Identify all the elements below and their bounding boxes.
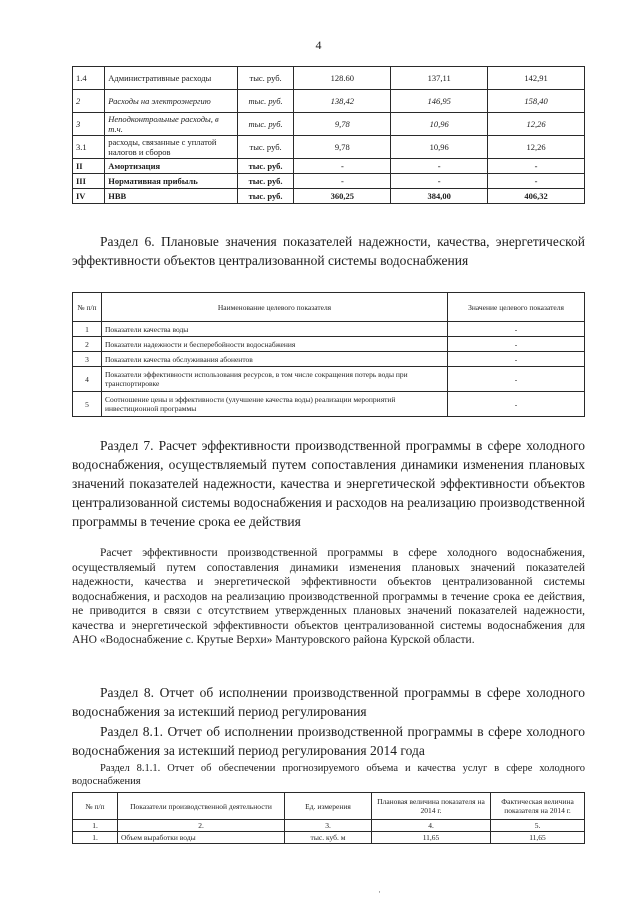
row-name: Нормативная прибыль bbox=[105, 174, 237, 189]
row-number: 3 bbox=[73, 113, 105, 136]
row-value-3: 12,26 bbox=[488, 113, 585, 136]
table-row bbox=[73, 113, 585, 136]
row-value-2: - bbox=[391, 174, 488, 189]
table-row bbox=[73, 392, 585, 417]
t3-num-header: № п/п bbox=[73, 793, 118, 820]
row-name: Амортизация bbox=[105, 159, 237, 174]
row-value-2: 10,96 bbox=[391, 136, 488, 159]
row-number: 3.1 bbox=[73, 136, 105, 159]
indicator-name: Показатели качества обслуживания абонентов bbox=[102, 352, 448, 367]
row-name: Административные расходы bbox=[105, 67, 237, 90]
row-value-1: - bbox=[294, 174, 391, 189]
indicator-name: Показатели качества воды bbox=[102, 322, 448, 337]
row-value-3: 12,26 bbox=[488, 136, 585, 159]
row-unit: тыс. руб. bbox=[237, 113, 294, 136]
row-number: 1.4 bbox=[73, 67, 105, 90]
row-unit: тыс. руб. bbox=[237, 189, 294, 204]
row-name: Расходы на электроэнергию bbox=[105, 90, 237, 113]
row-value-1: 9,78 bbox=[294, 113, 391, 136]
row-value-2: 137,11 bbox=[391, 67, 488, 90]
row-name: НВВ bbox=[105, 189, 237, 204]
indicator-value: - bbox=[448, 337, 585, 352]
t3-index-num: 1. bbox=[73, 820, 118, 832]
row-value-3: - bbox=[488, 174, 585, 189]
indicator-number: 4 bbox=[73, 367, 102, 392]
t3-index-row bbox=[73, 820, 585, 832]
table-row bbox=[73, 352, 585, 367]
row-value-1: - bbox=[294, 159, 391, 174]
row-number: III bbox=[73, 174, 105, 189]
indicator-value: - bbox=[448, 322, 585, 337]
report-name: Объем выработки воды bbox=[118, 832, 285, 844]
row-value-3: 158,40 bbox=[488, 90, 585, 113]
table-row bbox=[73, 159, 585, 174]
section-6-heading: Раздел 6. Плановые значения показателей надежности, качества, энергетической эффективности объектов централизованной системы водоснабжения bbox=[72, 234, 585, 268]
production-report-table bbox=[72, 792, 585, 844]
row-value-3: - bbox=[488, 159, 585, 174]
table-row bbox=[73, 832, 585, 844]
indicator-number: 1 bbox=[73, 322, 102, 337]
section-7-heading: Раздел 7. Расчет эффективности производственной программы в сфере холодного водоснабжения, осуществляемый путем сопоставления динамики изменения плановых значений показателей надежности, качества и энергетической эффективности объектов централизованной системы водоснабжения и расходов на реализацию производственной программы в течение срока ее действия bbox=[72, 438, 585, 529]
indicator-name: Соотношение цены и эффективности (улучшение качества воды) реализации мероприятий инвестиционной программы bbox=[102, 392, 448, 417]
t3-plan-header: Плановая величина показателя на 2014 г. bbox=[372, 793, 491, 820]
section-8-1-1-heading: Раздел 8.1.1. Отчет об обеспечении прогнозируемого объема и качества услуг в сфере холодного водоснабжения bbox=[72, 763, 585, 787]
expenses-table bbox=[72, 66, 585, 204]
indicator-value: - bbox=[448, 367, 585, 392]
table-row bbox=[73, 174, 585, 189]
report-plan: 11,65 bbox=[372, 832, 491, 844]
row-unit: тыс. руб. bbox=[237, 67, 294, 90]
table-row bbox=[73, 337, 585, 352]
page-number: 4 bbox=[315, 38, 322, 52]
section-8-1-heading: Раздел 8.1. Отчет об исполнении производственной программы в сфере холодного водоснабжения за истекший период регулирования 2014 года bbox=[72, 724, 585, 758]
row-number: 2 bbox=[73, 90, 105, 113]
section-8-heading: Раздел 8. Отчет об исполнении производственной программы в сфере холодного водоснабжения за истекший период регулирования bbox=[72, 685, 585, 719]
row-number: II bbox=[73, 159, 105, 174]
scan-mark: · bbox=[378, 887, 381, 897]
t3-name-header: Показатели производственной деятельности bbox=[118, 793, 285, 820]
row-unit: тыс. руб. bbox=[237, 174, 294, 189]
table-row bbox=[73, 67, 585, 90]
row-value-2: 384,00 bbox=[391, 189, 488, 204]
t3-index-fact: 5. bbox=[491, 820, 585, 832]
report-fact: 11,65 bbox=[491, 832, 585, 844]
indicator-value: - bbox=[448, 392, 585, 417]
table-row bbox=[73, 136, 585, 159]
row-number: IV bbox=[73, 189, 105, 204]
table-row bbox=[73, 189, 585, 204]
row-value-1: 138,42 bbox=[294, 90, 391, 113]
row-value-1: 360,25 bbox=[294, 189, 391, 204]
row-name: расходы, связанные с уплатой налогов и сборов bbox=[105, 136, 237, 159]
row-unit: тыс. руб. bbox=[237, 136, 294, 159]
t3-index-plan: 4. bbox=[372, 820, 491, 832]
report-number: 1. bbox=[73, 832, 118, 844]
col-name-header: Наименование целевого показателя bbox=[102, 293, 448, 322]
section-7-body: Расчет эффективности производственной программы в сфере холодного водоснабжения, осуществляемый путем сопоставления динамики изменения плановых значений показателей надежности, качества и энергетической эффективности объектов централизованной системы водоснабжения, и расходов на реализацию производственной программы в течение срока ее действия, не приводится в связи с отсутствием утвержденных плановых значений показателей надежности, качества и энергетической эффективности объектов централизованной системы водоснабжения для АНО «Водоснабжение с. Крутые Верхи» Мантуровского района Курской области. bbox=[72, 547, 585, 646]
t3-index-unit: 3. bbox=[285, 820, 372, 832]
report-unit: тыс. куб. м bbox=[285, 832, 372, 844]
row-value-1: 9,78 bbox=[294, 136, 391, 159]
table-row bbox=[73, 367, 585, 392]
col-value-header: Значение целевого показателя bbox=[448, 293, 585, 322]
indicator-number: 2 bbox=[73, 337, 102, 352]
indicator-value: - bbox=[448, 352, 585, 367]
t3-fact-header: Фактическая величина показателя на 2014 г. bbox=[491, 793, 585, 820]
indicator-number: 3 bbox=[73, 352, 102, 367]
indicator-number: 5 bbox=[73, 392, 102, 417]
col-num-header: № п/п bbox=[73, 293, 102, 322]
table-row bbox=[73, 322, 585, 337]
row-unit: тыс. руб. bbox=[237, 90, 294, 113]
row-value-3: 406,32 bbox=[488, 189, 585, 204]
indicator-name: Показатели надежности и бесперебойности водоснабжения bbox=[102, 337, 448, 352]
row-unit: тыс. руб. bbox=[237, 159, 294, 174]
row-value-2: 10,96 bbox=[391, 113, 488, 136]
table-row bbox=[73, 90, 585, 113]
row-name: Неподконтрольные расходы, в т.ч. bbox=[105, 113, 237, 136]
row-value-2: 146,95 bbox=[391, 90, 488, 113]
t3-index-name: 2. bbox=[118, 820, 285, 832]
row-value-3: 142,91 bbox=[488, 67, 585, 90]
target-indicators-table bbox=[72, 292, 585, 417]
row-value-1: 128.60 bbox=[294, 67, 391, 90]
t3-unit-header: Ед. измерения bbox=[285, 793, 372, 820]
row-value-2: - bbox=[391, 159, 488, 174]
indicator-name: Показатели эффективности использования ресурсов, в том числе сокращения потерь воды при транспортировке bbox=[102, 367, 448, 392]
